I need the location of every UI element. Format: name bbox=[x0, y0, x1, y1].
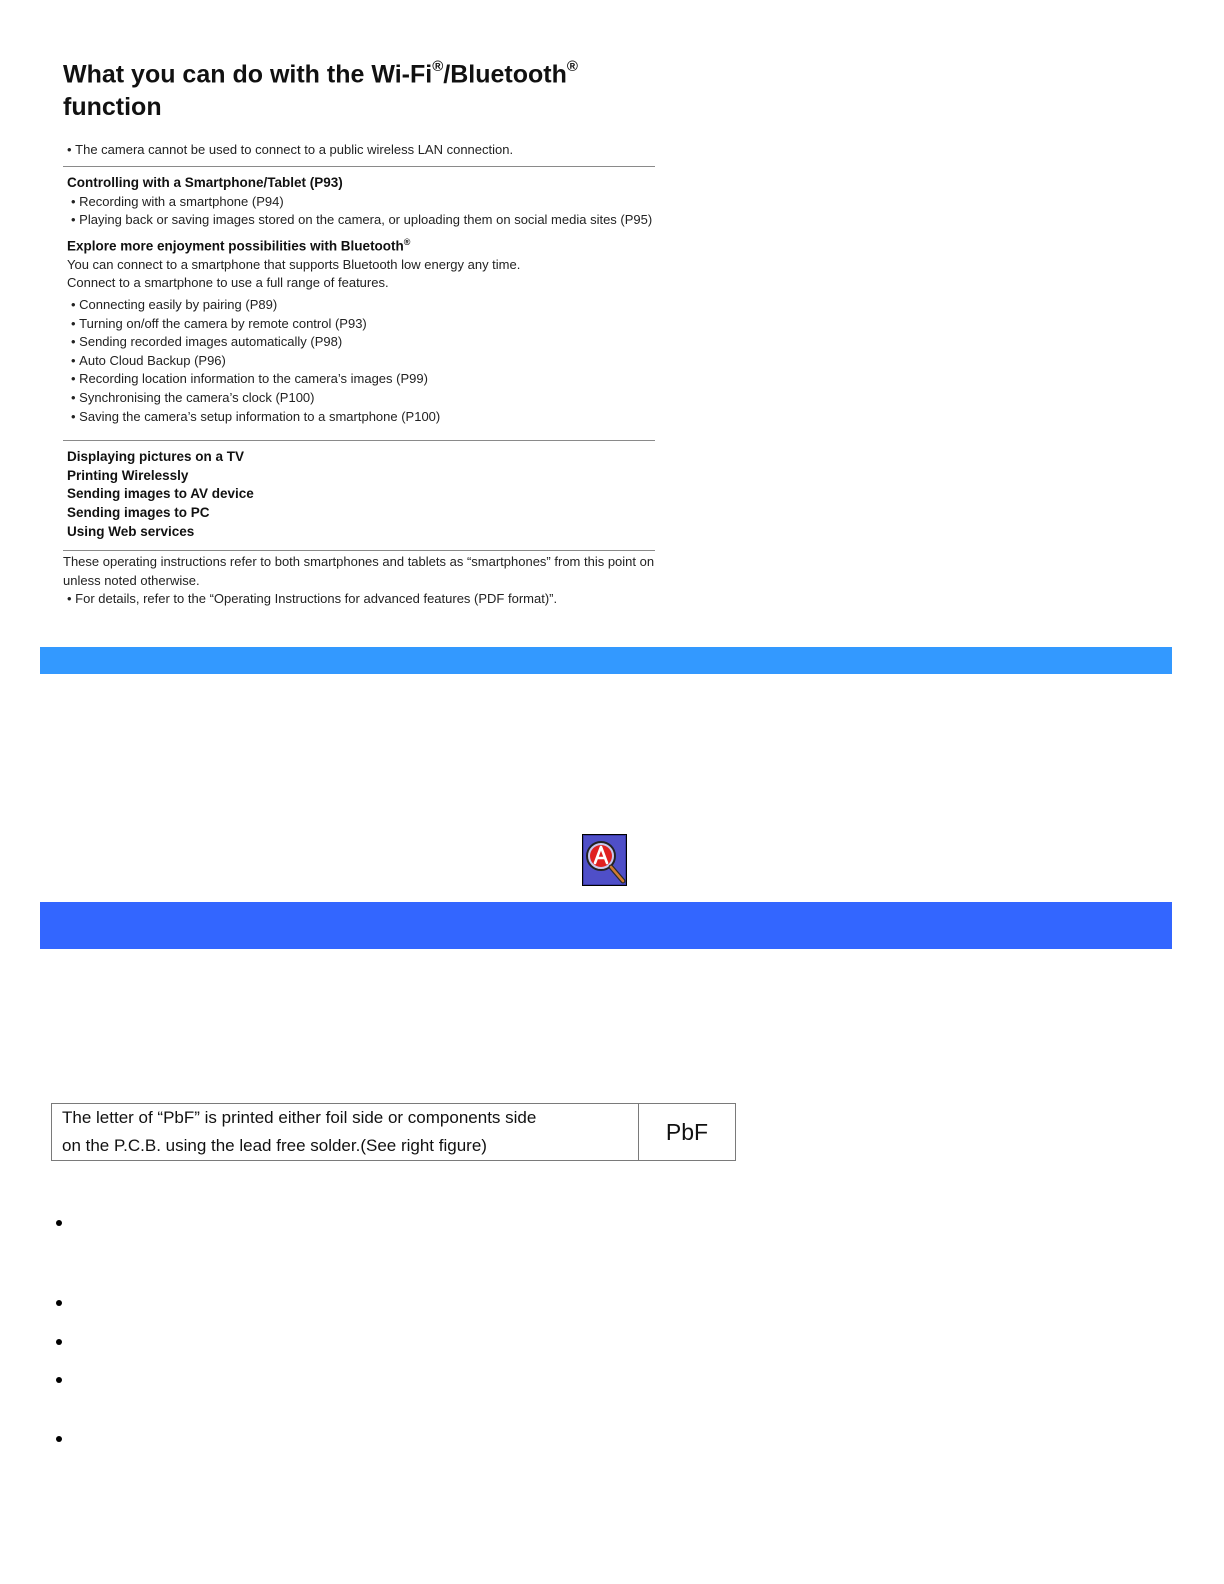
bluetooth-heading: Explore more enjoyment possibilities with Bluetooth® bbox=[67, 236, 411, 254]
list-item: • Turning on/off the camera by remote control (P93) bbox=[67, 315, 655, 334]
pbf-notice-table bbox=[51, 1103, 736, 1161]
pbf-mark: PbF bbox=[639, 1104, 736, 1161]
list-item: • Playing back or saving images stored on the camera, or uploading them on social media sites (P95) bbox=[67, 211, 655, 230]
acrobat-search-icon[interactable] bbox=[582, 834, 627, 886]
list-item: • Synchronising the camera’s clock (P100) bbox=[67, 389, 655, 408]
bullet-marker bbox=[56, 1220, 62, 1226]
list-item: • Recording with a smartphone (P94) bbox=[67, 193, 655, 212]
pbf-notice-line: The letter of “PbF” is printed either foil side or components side bbox=[62, 1108, 537, 1127]
list-item: • Saving the camera’s setup information to a smartphone (P100) bbox=[67, 408, 655, 427]
pbf-notice-line: on the P.C.B. using the lead free solder.(See right figure) bbox=[62, 1136, 487, 1155]
public-lan-note: • The camera cannot be used to connect to a public wireless LAN connection. bbox=[63, 141, 655, 160]
page-title: What you can do with the Wi-Fi®/Bluetooth® function bbox=[63, 58, 578, 122]
bullet-marker bbox=[56, 1339, 62, 1345]
feature-item: Using Web services bbox=[67, 523, 195, 539]
feature-item: Sending images to AV device bbox=[67, 486, 254, 502]
bluetooth-description: You can connect to a smartphone that supports Bluetooth low energy any time. bbox=[67, 256, 521, 272]
smartphone-definition-note: These operating instructions refer to both smartphones and tablets as “smartphones” from this point on unless noted otherwise. bbox=[63, 554, 655, 588]
smartphone-heading: Controlling with a Smartphone/Tablet (P93) bbox=[67, 174, 343, 190]
section-bar-bottom bbox=[40, 902, 1172, 949]
advanced-features-note: • For details, refer to the “Operating Instructions for advanced features (PDF format)”. bbox=[63, 590, 655, 609]
list-item: • Sending recorded images automatically (P98) bbox=[67, 333, 655, 352]
features-list bbox=[63, 448, 655, 541]
feature-item: Sending images to PC bbox=[67, 504, 210, 520]
feature-item: Displaying pictures on a TV bbox=[67, 449, 245, 465]
bluetooth-description: Connect to a smartphone to use a full range of features. bbox=[67, 275, 389, 291]
list-item: • Connecting easily by pairing (P89) bbox=[67, 296, 655, 315]
bullet-marker bbox=[56, 1436, 62, 1442]
smartphone-section bbox=[63, 174, 655, 230]
feature-item: Printing Wirelessly bbox=[67, 467, 189, 483]
divider bbox=[63, 550, 655, 551]
section-bar-top bbox=[40, 647, 1172, 674]
bullet-marker bbox=[56, 1300, 62, 1306]
manual-page-excerpt bbox=[63, 52, 655, 609]
list-item: • Recording location information to the camera’s images (P99) bbox=[67, 370, 655, 389]
pbf-notice-text bbox=[52, 1104, 639, 1161]
bluetooth-section bbox=[63, 233, 655, 426]
divider bbox=[63, 166, 655, 167]
bullet-marker bbox=[56, 1377, 62, 1383]
divider bbox=[63, 440, 655, 441]
list-item: • Auto Cloud Backup (P96) bbox=[67, 352, 655, 371]
